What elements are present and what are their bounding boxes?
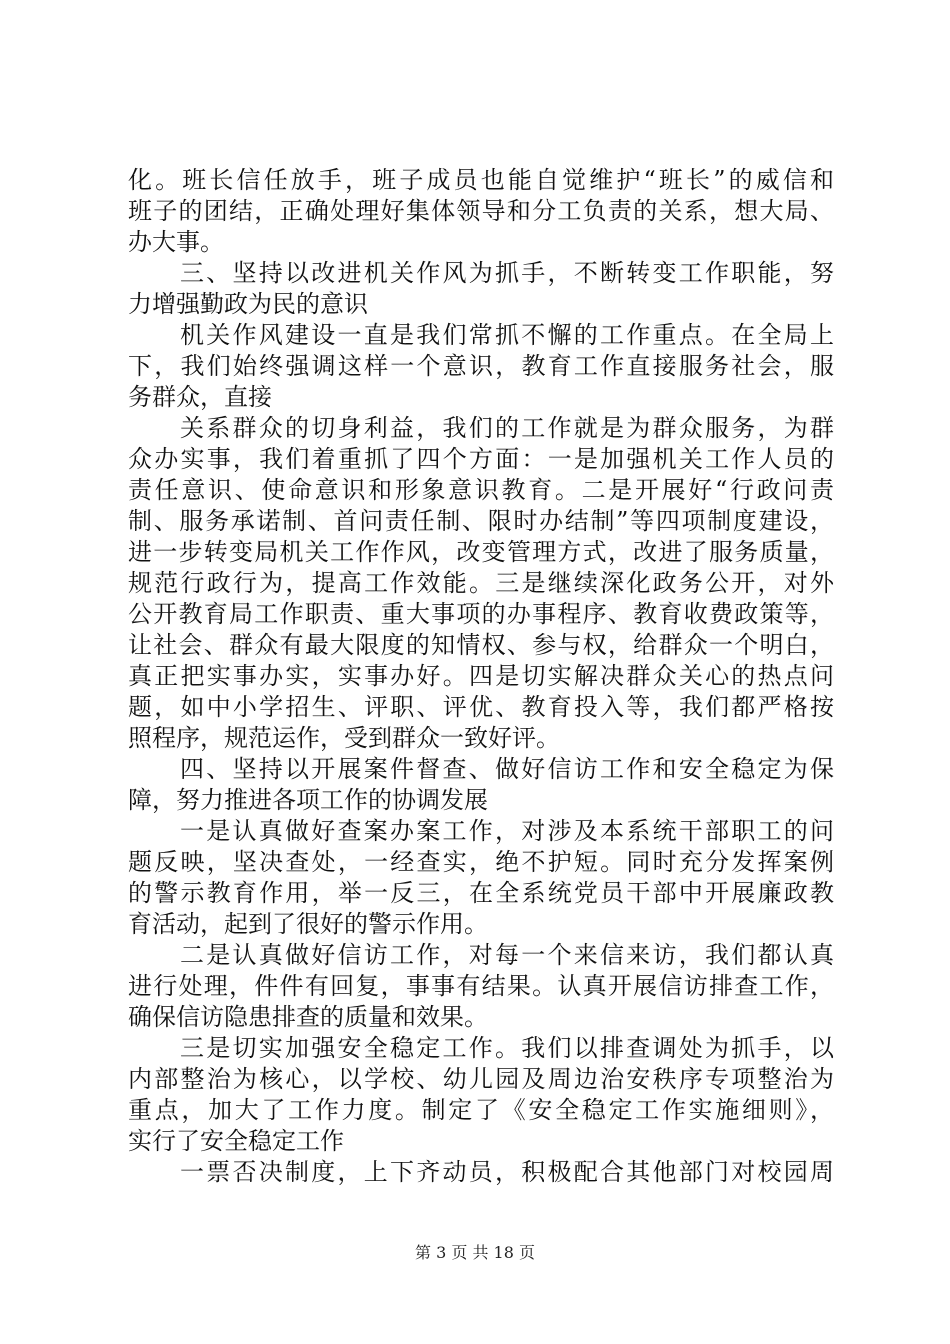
text-line: 三是切实加强安全稳定工作。我们以排查调处为抓手，以 [180,1034,834,1062]
text-line: 一是认真做好查案办案工作，对涉及本系统干部职工的问 [180,817,834,845]
text-line: 真正把实事办实，实事办好。四是切实解决群众关心的热点问 [128,662,834,690]
text-line: 重点，加大了工作力度。制定了《安全稳定工作实施细则》， [128,1096,834,1124]
text-line: 力增强勤政为民的意识 [128,290,368,318]
text-line: 题反映，坚决查处，一经查实，绝不护短。同时充分发挥案例 [128,848,834,876]
text-line: 二是认真做好信访工作，对每一个来信来访，我们都认真 [180,941,834,969]
text-line: 育活动，起到了很好的警示作用。 [128,910,488,938]
text-line: 制、服务承诺制、首问责任制、限时办结制”等四项制度建设， [128,507,834,535]
text-line: 众办实事，我们着重抓了四个方面：一是加强机关工作人员的 [128,445,834,473]
text-line: 关系群众的切身利益，我们的工作就是为群众服务，为群 [180,414,834,442]
text-line: 的警示教育作用，举一反三，在全系统党员干部中开展廉政教 [128,879,834,907]
text-line: 办大事。 [128,228,224,256]
text-line: 规范行政行为，提高工作效能。三是继续深化政务公开，对外 [128,569,834,597]
text-line: 责任意识、使命意识和形象意识教育。二是开展好“行政问责 [128,476,834,504]
page-footer: 第 3 页 共 18 页 [415,1243,535,1262]
text-line: 内部整治为核心，以学校、幼儿园及周边治安秩序专项整治为 [128,1065,834,1093]
text-line: 进行处理，件件有回复，事事有结果。认真开展信访排查工作， [128,972,834,1000]
text-line: 确保信访隐患排查的质量和效果。 [128,1003,488,1031]
text-line: 下，我们始终强调这样一个意识，教育工作直接服务社会，服 [128,352,834,380]
text-line: 照程序，规范运作，受到群众一致好评。 [128,724,560,752]
text-line: 机关作风建设一直是我们常抓不懈的工作重点。在全局上 [180,321,834,349]
text-line: 障，努力推进各项工作的协调发展 [128,786,488,814]
text-line: 三、坚持以改进机关作风为抓手，不断转变工作职能，努 [180,259,834,287]
text-line: 题，如中小学招生、评职、评优、教育投入等，我们都严格按 [128,693,834,721]
text-line: 务群众，直接 [128,383,272,411]
text-line: 四、坚持以开展案件督查、做好信访工作和安全稳定为保 [180,755,834,783]
text-line: 让社会、群众有最大限度的知情权、参与权，给群众一个明白， [128,631,834,659]
text-line: 一票否决制度，上下齐动员，积极配合其他部门对校园周 [180,1158,834,1186]
text-line: 实行了安全稳定工作 [128,1127,344,1155]
text-line: 化。班长信任放手，班子成员也能自觉维护“班长”的威信和 [128,166,834,194]
text-line: 班子的团结，正确处理好集体领导和分工负责的关系，想大局、 [128,197,834,225]
text-line: 公开教育局工作职责、重大事项的办事程序、教育收费政策等， [128,600,834,628]
text-line: 进一步转变局机关工作作风，改变管理方式，改进了服务质量， [128,538,834,566]
document-body [128,165,834,1188]
